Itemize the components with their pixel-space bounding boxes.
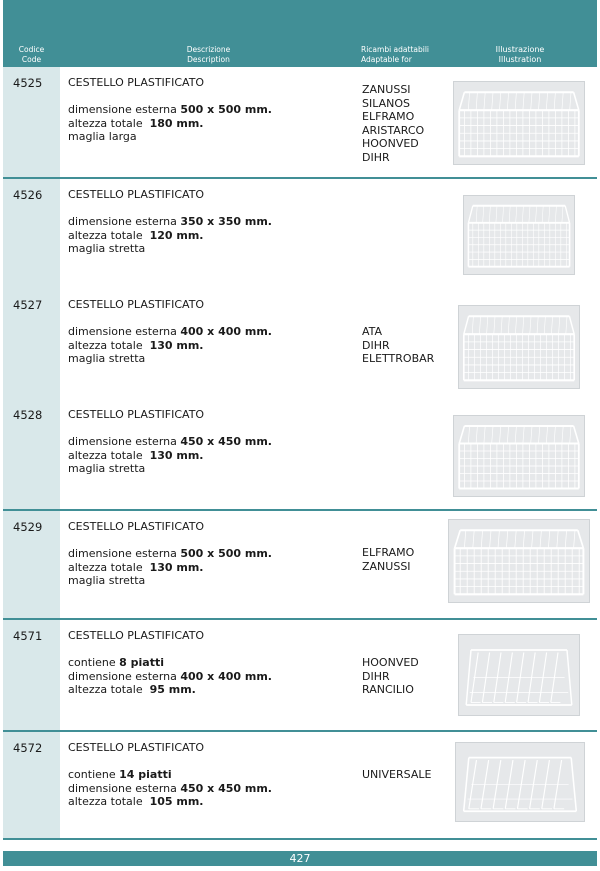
wire-basket-drawing	[454, 416, 584, 496]
adaptable-list: HOONVED DIHR RANCILIO	[362, 656, 419, 697]
product-title: CESTELLO PLASTIFICATO	[68, 741, 205, 754]
product-code: 4528	[13, 408, 43, 422]
wire-basket-drawing	[464, 196, 574, 274]
plate-rack-illustration	[455, 742, 585, 822]
product-title: CESTELLO PLASTIFICATO	[68, 520, 205, 533]
product-description: CESTELLO PLASTIFICATO contiene 8 piatti dimensione esterna 400 x 400 mm. altezza totale 95 mm.	[68, 629, 272, 697]
adaptable-list: ATA DIHR ELETTROBAR	[362, 325, 435, 366]
page-number: 427	[3, 851, 597, 866]
product-code: 4525	[13, 76, 43, 90]
product-title: CESTELLO PLASTIFICATO	[68, 408, 205, 421]
product-title: CESTELLO PLASTIFICATO	[68, 188, 205, 201]
table-row	[3, 511, 597, 620]
product-code: 4527	[13, 298, 43, 312]
product-table	[3, 67, 597, 840]
product-description: CESTELLO PLASTIFICATO contiene 14 piatti dimensione esterna 450 x 450 mm. altezza totale 105 mm.	[68, 741, 272, 809]
product-description: CESTELLO PLASTIFICATO dimensione esterna 500 x 500 mm. altezza totale 130 mm. maglia stretta	[68, 520, 272, 588]
header-adaptable: Ricambi adattabili Adaptable for	[361, 45, 429, 64]
table-row	[3, 620, 597, 732]
plate-rack-drawing	[459, 635, 579, 715]
wire-basket-drawing	[459, 306, 579, 388]
table-row	[3, 67, 597, 179]
product-code: 4571	[13, 629, 43, 643]
product-description: CESTELLO PLASTIFICATO dimensione esterna 400 x 400 mm. altezza totale 130 mm. maglia stretta	[68, 298, 272, 366]
table-row	[3, 732, 597, 840]
adaptable-list: ZANUSSI SILANOS ELFRAMO ARISTARCO HOONVED DIHR	[362, 83, 425, 164]
header-illustration: Illustrazione Illustration	[495, 45, 545, 64]
product-title: CESTELLO PLASTIFICATO	[68, 629, 205, 642]
wire-basket-drawing	[454, 82, 584, 164]
adaptable-list: ELFRAMO ZANUSSI	[362, 546, 415, 573]
product-title: CESTELLO PLASTIFICATO	[68, 298, 205, 311]
product-description: CESTELLO PLASTIFICATO dimensione esterna 350 x 350 mm. altezza totale 120 mm. maglia stretta	[68, 188, 272, 256]
wire-basket-drawing	[449, 520, 589, 602]
basket-illustration	[458, 305, 580, 389]
plate-rack-drawing	[456, 743, 584, 821]
header-description: Descrizione Description	[186, 45, 231, 64]
product-code: 4526	[13, 188, 43, 202]
table-row	[3, 399, 597, 511]
product-code: 4529	[13, 520, 43, 534]
table-row	[3, 289, 597, 399]
product-code: 4572	[13, 741, 43, 755]
basket-illustration	[453, 81, 585, 165]
adaptable-list: UNIVERSALE	[362, 768, 432, 781]
basket-illustration	[448, 519, 590, 603]
product-description: CESTELLO PLASTIFICATO dimensione esterna 450 x 450 mm. altezza totale 130 mm. maglia stretta	[68, 408, 272, 476]
header-code: Codice Code	[18, 45, 45, 64]
table-row	[3, 179, 597, 289]
basket-illustration	[453, 415, 585, 497]
product-title: CESTELLO PLASTIFICATO	[68, 76, 205, 89]
basket-illustration	[463, 195, 575, 275]
product-description: CESTELLO PLASTIFICATO dimensione esterna 500 x 500 mm. altezza totale 180 mm. maglia larga	[68, 76, 272, 144]
plate-rack-illustration	[458, 634, 580, 716]
